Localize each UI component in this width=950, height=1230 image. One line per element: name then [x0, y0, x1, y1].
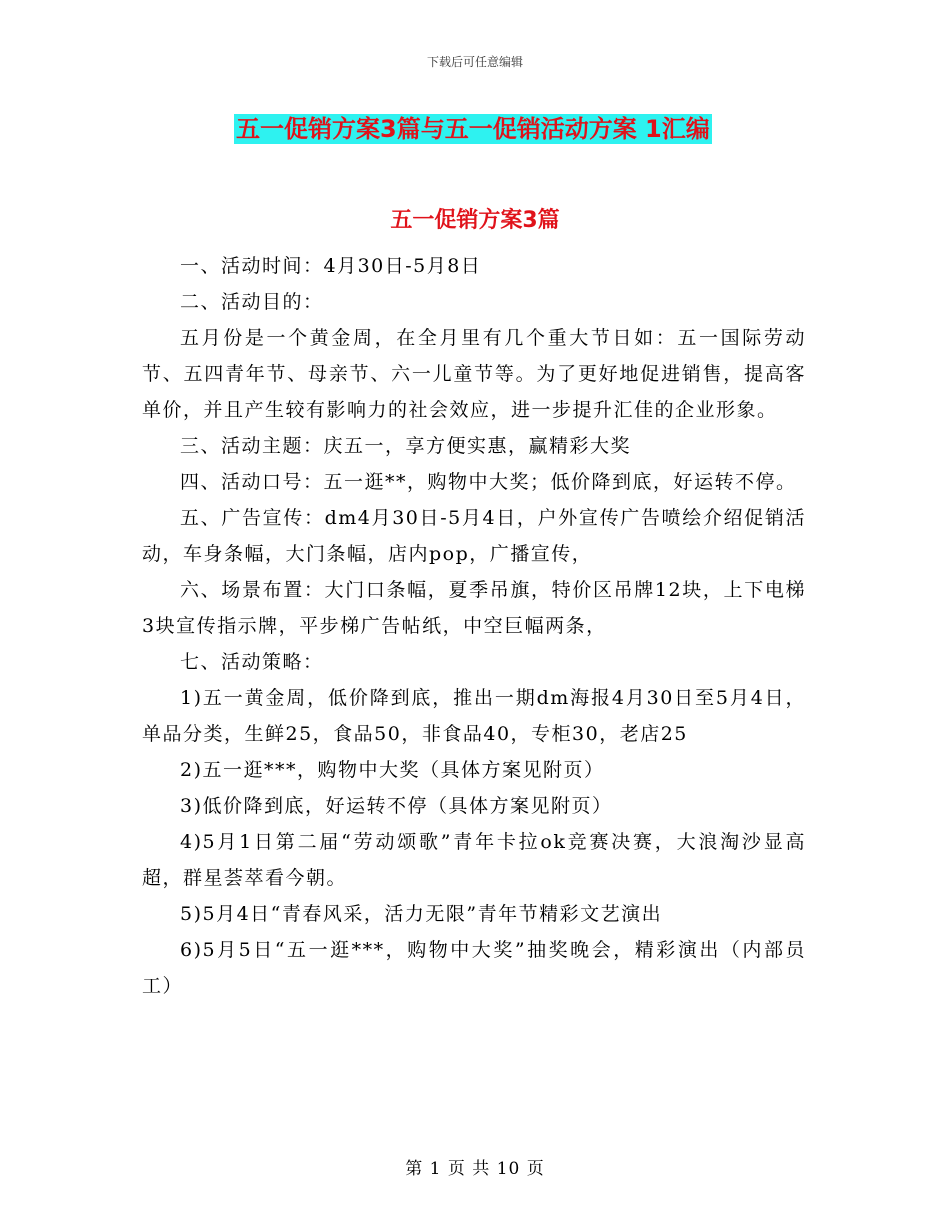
paragraph-strategy-heading: 七、活动策略： [180, 651, 324, 673]
paragraph-activity-slogan: 四、活动口号：五一逛**，购物中大奖；低价降到底，好运转不停。 [180, 471, 797, 493]
paragraph-activity-purpose: 五月份是一个黄金周，在全月里有几个重大节日如：五一国际劳动节、五四青年节、母亲节、六一儿童节等。为了更好地促进销售，提高客单价，并且产生较有影响力的社会效应，进一步提升汇佳的企业形象。 [142, 327, 806, 421]
paragraph-strategy-3: 3)低价降到底，好运转不停（具体方案见附页） [180, 795, 613, 817]
paragraph-scene-layout: 六、场景布置：大门口条幅，夏季吊旗，特价区吊牌12块，上下电梯3块宣传指示牌，平步梯广告帖纸，中空巨幅两条， [142, 579, 806, 637]
section-title: 五一促销方案3篇 [390, 208, 560, 233]
paragraph-activity-purpose-heading: 二、活动目的： [180, 291, 324, 313]
paragraph-activity-time: 一、活动时间：4月30日-5月8日 [180, 255, 482, 277]
paragraph-strategy-4: 4)5月1日第二届“劳动颂歌”青年卡拉ok竞赛决赛，大浪淘沙显高超，群星荟萃看今朝。 [142, 831, 806, 889]
paragraph-strategy-1: 1)五一黄金周，低价降到底，推出一期dm海报4月30日至5月4日，单品分类，生鲜25，食品50，非食品40，专柜30，老店25 [142, 687, 806, 745]
header-note: 下载后可任意编辑 [426, 55, 523, 69]
paragraph-advertising: 五、广告宣传：dm4月30日-5月4日，户外宣传广告喷绘介绍促销活动，车身条幅，大门条幅，店内pop，广播宣传， [142, 507, 806, 565]
page-footer: 第 1 页 共 10 页 [405, 1159, 545, 1179]
document-body [142, 248, 806, 1004]
document-title: 五一促销方案3篇与五一促销活动方案 1汇编 [236, 115, 710, 143]
paragraph-strategy-2: 2)五一逛***，购物中大奖（具体方案见附页） [180, 759, 605, 781]
paragraph-strategy-6: 6)5月5日“五一逛***，购物中大奖”抽奖晚会，精彩演出（内部员工） [142, 939, 806, 997]
paragraph-activity-theme: 三、活动主题：庆五一，享方便实惠，赢精彩大奖 [180, 435, 632, 457]
paragraph-strategy-5: 5)5月4日“青春风采，活力无限”青年节精彩文艺演出 [180, 903, 663, 925]
